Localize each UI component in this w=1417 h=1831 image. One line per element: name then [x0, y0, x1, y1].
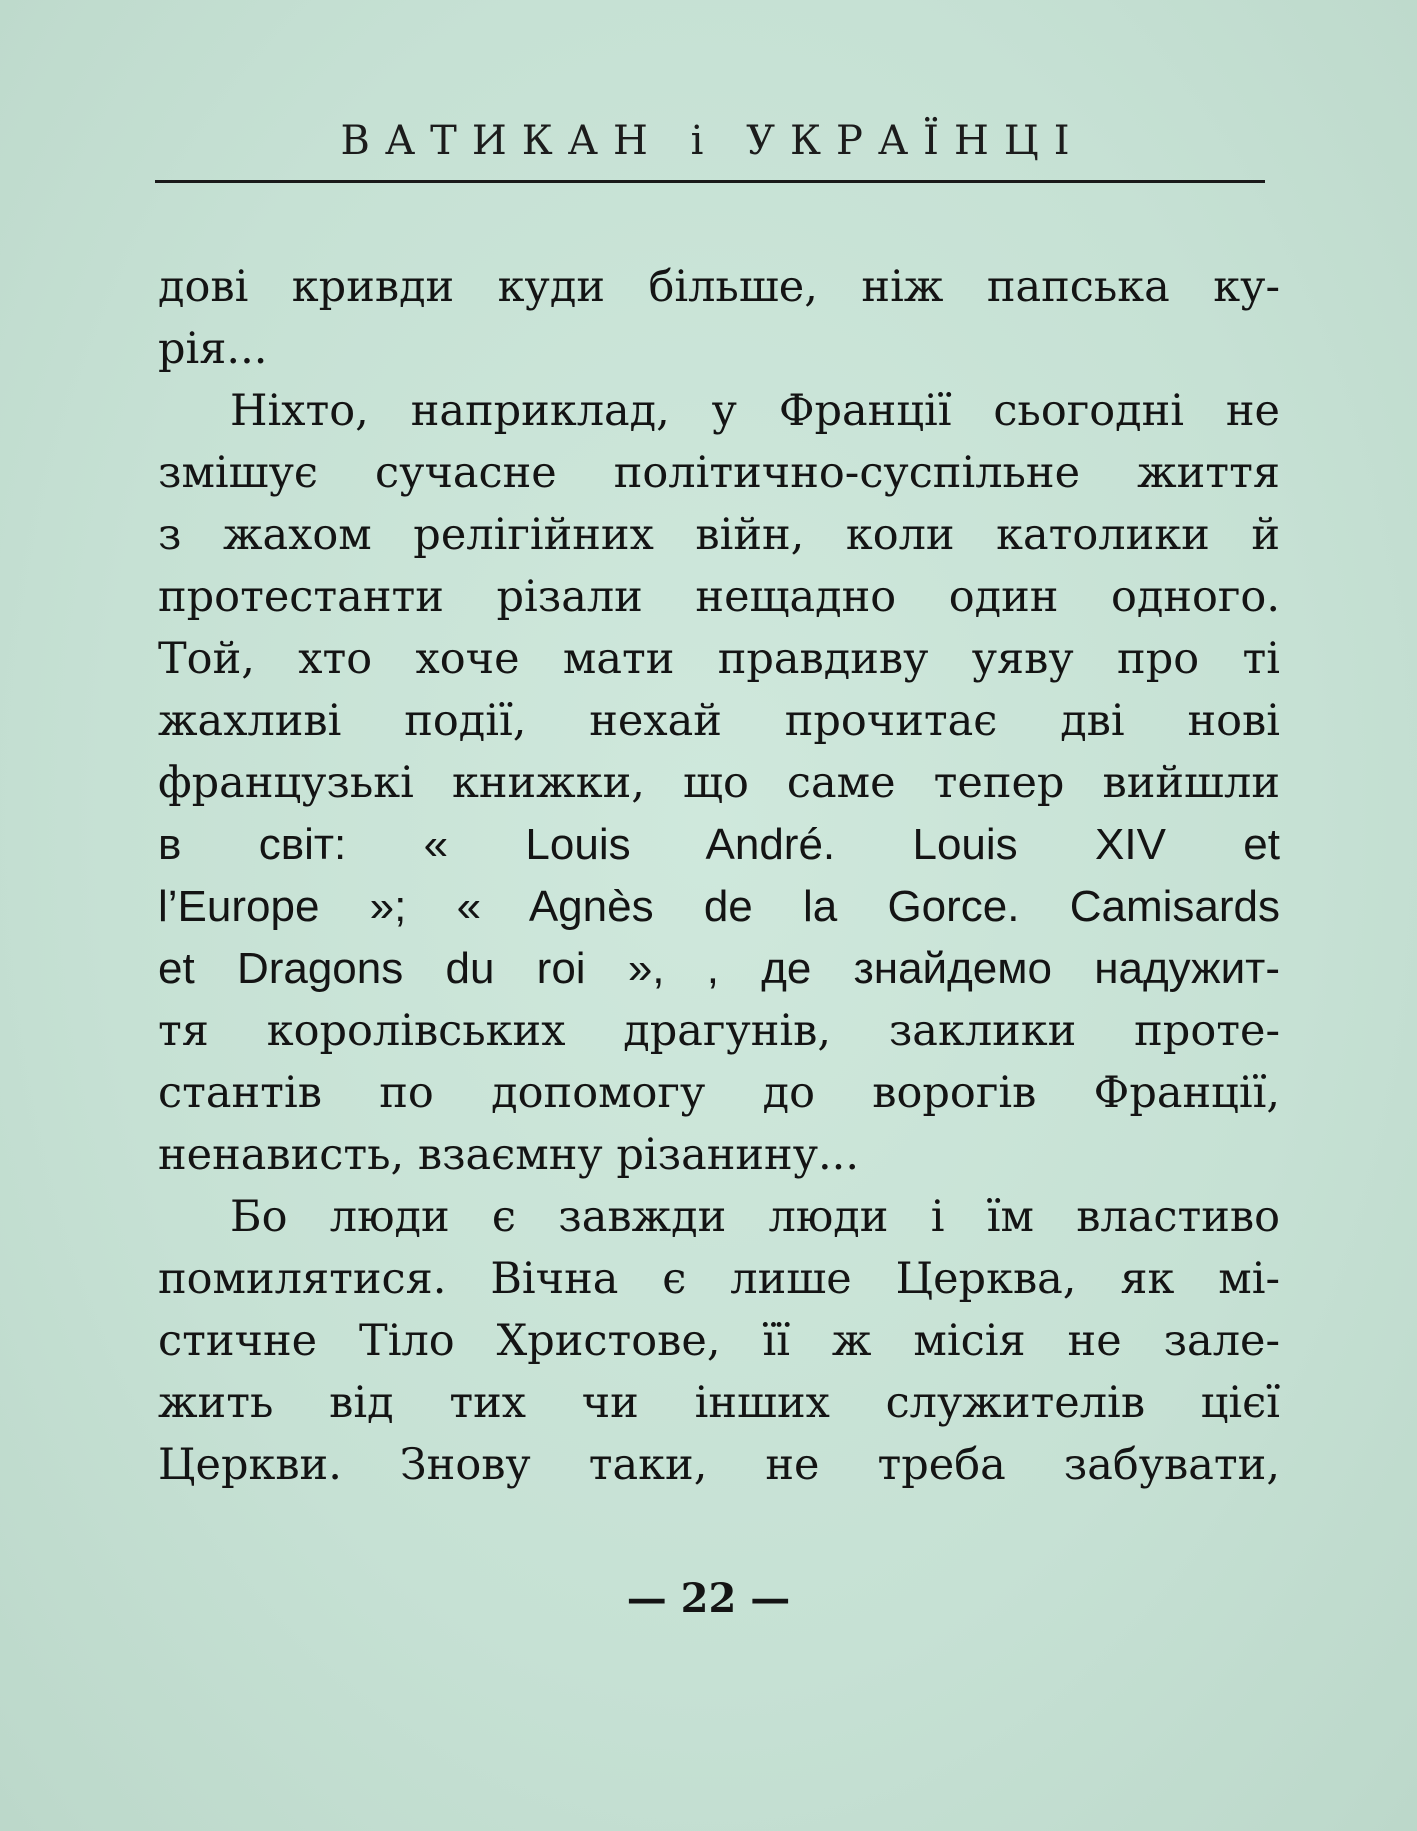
header-rule — [155, 180, 1265, 183]
text-line: протестанти різали нещадно один одного. — [158, 572, 1280, 622]
text-line: l’Europe »; « Agnès de la Gorce. Camisards — [158, 882, 1280, 931]
text-line: Той, хто хоче мати правдиву уяву про ті — [158, 634, 1280, 684]
text-line: Церкви. Знову таки, не треба забувати, — [158, 1440, 1280, 1490]
text-line: змішує сучасне політично-суспільне життя — [158, 448, 1280, 498]
text-line: et Dragons du roi », , де знайдемо надужит- — [158, 944, 1280, 993]
text-line: стичне Тіло Христове, її ж місія не зале- — [158, 1316, 1280, 1366]
paragraph-start-line: Ніхто, наприклад, у Франції сьогодні не — [230, 386, 1280, 436]
text-line: стантів по допомогу до ворогів Франції, — [158, 1068, 1280, 1118]
text-line: дові кривди куди більше, ніж папська ку- — [158, 262, 1280, 312]
text-line: французькі книжки, що саме тепер вийшли — [158, 758, 1280, 808]
text-line: помилятися. Вічна є лише Церква, як мі- — [158, 1254, 1280, 1304]
text-line: жить від тих чи інших служителів цієї — [158, 1378, 1280, 1428]
page-number: — 22 — — [626, 1575, 791, 1622]
text-line: рія... — [158, 324, 268, 374]
running-head: ВАТИКАН і УКРАЇНЦІ — [340, 118, 1085, 164]
paragraph-start-line: Бо люди є завжди люди і їм властиво — [230, 1192, 1280, 1242]
text-line: з жахом релігійних війн, коли католики й — [158, 510, 1280, 560]
text-line: в світ: « Louis André. Louis XIV et — [158, 820, 1280, 869]
text-line: тя королівських драгунів, заклики проте- — [158, 1006, 1280, 1056]
text-line: ненависть, взаємну різанину... — [158, 1130, 859, 1180]
text-line: жахливі події, нехай прочитає дві нові — [158, 696, 1280, 746]
